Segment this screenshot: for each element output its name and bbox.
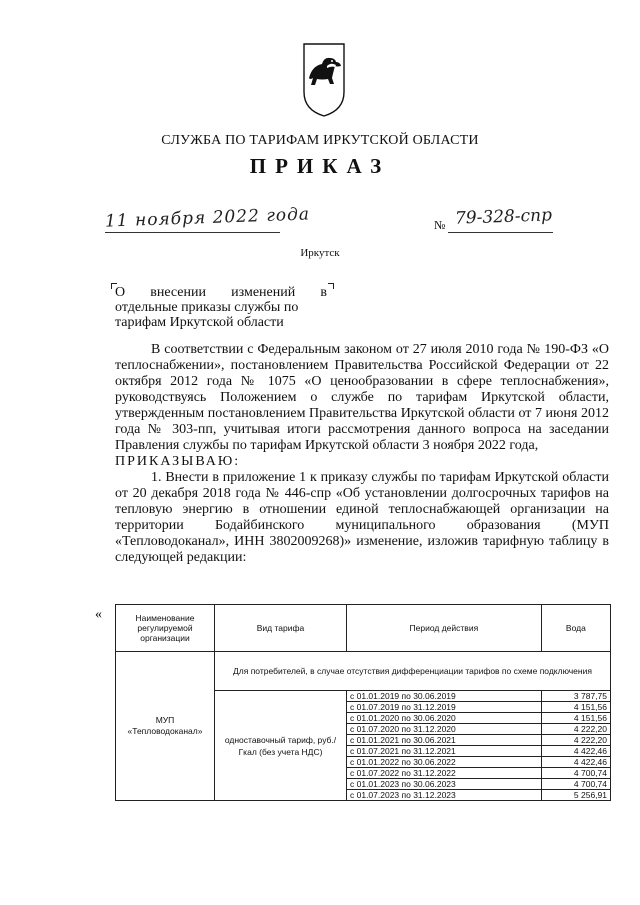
period-cell: с 01.01.2021 по 30.06.2021	[347, 735, 542, 746]
period-cell: с 01.01.2022 по 30.06.2022	[347, 757, 542, 768]
org-name-cell: МУП «Тепловодоканал»	[116, 652, 215, 801]
period-cell: с 01.07.2023 по 31.12.2023	[347, 790, 542, 801]
coat-of-arms-icon	[300, 40, 348, 120]
consumer-subheader: Для потребителей, в случае отсутствия дифференциации тарифов по схеме подключения	[215, 652, 611, 691]
value-cell: 4 700,74	[541, 768, 610, 779]
table-header-row	[116, 605, 611, 652]
date-underline	[105, 232, 280, 233]
header-tariff-type: Вид тарифа	[215, 605, 347, 652]
item-1-paragraph: 1. Внести в приложение 1 к приказу службы по тарифам Иркутской области от 20 декабря 2018 года № 446-спр «Об установлении долгосрочных тарифов на тепловую энергию в отношении единой теплоснабжающей организации на территории Бодайбинского муниципального образования (МУП «Тепловодоканал», ИНН 3802009268)» изменение, изложив тарифную таблицу в следующей редакции:	[115, 470, 609, 565]
handwritten-date: 11 ноября 2022 года	[104, 204, 311, 232]
header-period: Период действия	[347, 605, 542, 652]
opening-quote-mark: «	[95, 607, 102, 622]
period-cell: с 01.07.2021 по 31.12.2021	[347, 746, 542, 757]
value-cell: 4 151,56	[541, 702, 610, 713]
value-cell: 4 700,74	[541, 779, 610, 790]
period-cell: с 01.01.2020 по 30.06.2020	[347, 713, 542, 724]
period-cell: с 01.01.2019 по 30.06.2019	[347, 691, 542, 702]
period-cell: с 01.01.2023 по 30.06.2023	[347, 779, 542, 790]
header-water: Вода	[541, 605, 610, 652]
subject-line-3: тарифам Иркутской области	[115, 315, 284, 330]
value-cell: 4 422,46	[541, 757, 610, 768]
number-underline	[448, 232, 553, 233]
table-subheader-row	[116, 652, 611, 691]
city-name: Иркутск	[300, 247, 340, 259]
period-cell: с 01.07.2019 по 31.12.2019	[347, 702, 542, 713]
period-cell: с 01.07.2020 по 31.12.2020	[347, 724, 542, 735]
period-cell: с 01.07.2022 по 31.12.2022	[347, 768, 542, 779]
subject-line-2: отдельные приказы службы по	[115, 300, 299, 315]
tariff-table	[115, 604, 611, 801]
value-cell: 4 422,46	[541, 746, 610, 757]
value-cell: 3 787,75	[541, 691, 610, 702]
preamble-paragraph: В соответствии с Федеральным законом от 27 июля 2010 года № 190-ФЗ «О теплоснабжении», постановлением Правительства Российской Федерации от 22 октября 2012 года № 1075 «О ценообразовании в сфере теплоснабжения», руководствуясь Положением о службе по тарифам Иркутской области, утвержденным постановлением Правительства Иркутской области от 7 июня 2012 года № 303-пп, учитывая итоги рассмотрения данного вопроса на заседании Правления службы по тарифам Иркутской области 3 ноября 2022 года,	[115, 342, 609, 453]
agency-name: СЛУЖБА ПО ТАРИФАМ ИРКУТСКОЙ ОБЛАСТИ	[161, 133, 479, 148]
subject-corner-right	[328, 283, 334, 289]
header-org: Наименование регулируемой организации	[116, 605, 215, 652]
value-cell: 5 256,91	[541, 790, 610, 801]
tariff-type-cell: одноставочный тариф, руб./Гкал (без учета НДС)	[215, 691, 347, 801]
number-sign: №	[434, 218, 446, 232]
value-cell: 4 222,20	[541, 735, 610, 746]
value-cell: 4 222,20	[541, 724, 610, 735]
order-subject	[115, 285, 327, 330]
order-body	[115, 342, 609, 566]
document-type-title: ПРИКАЗ	[249, 154, 391, 178]
handwritten-order-number: 79-328-спр	[454, 205, 553, 229]
order-directive-word: ПРИКАЗЫВАЮ:	[115, 454, 241, 469]
subject-line-1: О внесении изменений в	[115, 285, 327, 300]
value-cell: 4 151,56	[541, 713, 610, 724]
